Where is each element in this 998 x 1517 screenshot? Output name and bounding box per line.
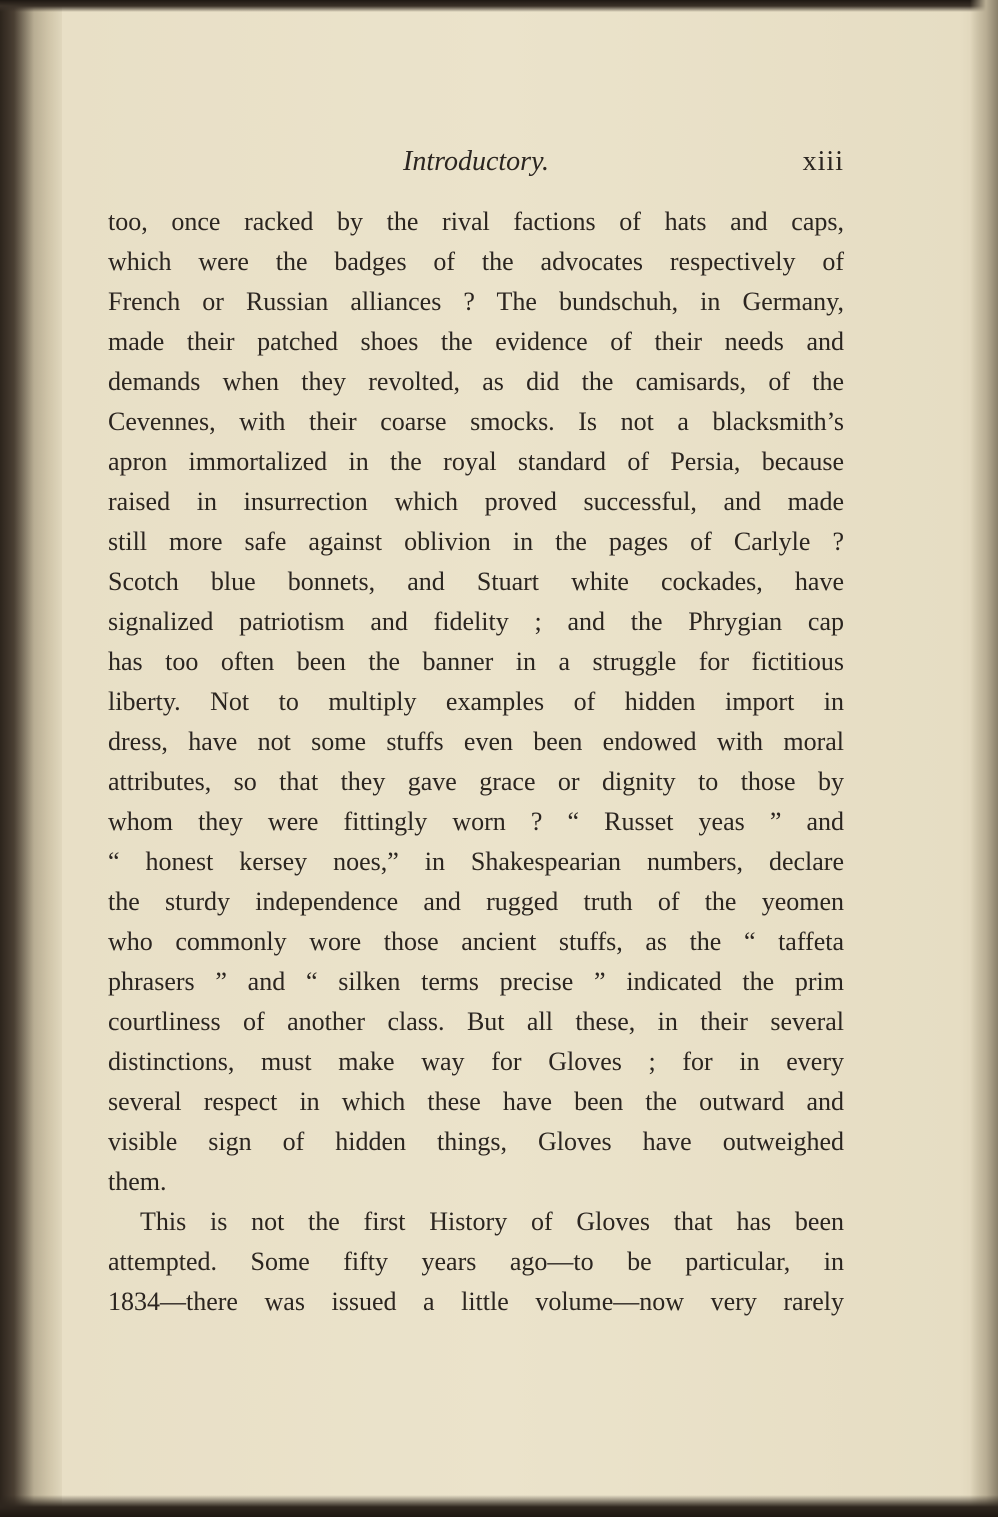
text-line: whom they were fittingly worn ? “ Russet yeas ” and [108, 807, 844, 836]
paragraph-first-line: This is not the first History of Gloves that has been [140, 1207, 844, 1236]
text-line: dress, have not some stuffs even been endowed with moral [108, 727, 844, 756]
text-line: courtliness of another class. But all these, in their several [108, 1007, 844, 1036]
text-line: who commonly wore those ancient stuffs, as the “ taffeta [108, 927, 844, 956]
page-binding-shadow [0, 0, 62, 1517]
text-line: demands when they revolted, as did the camisards, of the [108, 367, 844, 396]
text-line: still more safe against oblivion in the pages of Carlyle ? [108, 527, 844, 556]
page-top-edge [0, 0, 998, 12]
text-line: phrasers ” and “ silken terms precise ” indicated the prim [108, 967, 844, 996]
text-line: signalized patriotism and fidelity ; and the Phrygian cap [108, 607, 844, 636]
text-line: made their patched shoes the evidence of their needs and [108, 327, 844, 356]
paragraph-last-line: them. [108, 1167, 167, 1196]
text-line: Scotch blue bonnets, and Stuart white cockades, have [108, 567, 844, 596]
text-line: “ honest kersey noes,” in Shakespearian numbers, declare [108, 847, 844, 876]
text-line: attributes, so that they gave grace or dignity to those by [108, 767, 844, 796]
page-right-edge [970, 0, 998, 1517]
body-text [108, 202, 844, 1322]
text-line: several respect in which these have been the outward and [108, 1087, 844, 1116]
text-line: French or Russian alliances ? The bundschuh, in Germany, [108, 287, 844, 316]
page-number: xiii [802, 146, 844, 177]
text-line: liberty. Not to multiply examples of hidden import in [108, 687, 844, 716]
text-line: 1834—there was issued a little volume—now very rarely [108, 1287, 844, 1316]
text-line: attempted. Some fifty years ago—to be particular, in [108, 1247, 844, 1276]
text-line: which were the badges of the advocates respectively of [108, 247, 844, 276]
text-line: has too often been the banner in a struggle for fictitious [108, 647, 844, 676]
text-line: distinctions, must make way for Gloves ; for in every [108, 1047, 844, 1076]
text-line: the sturdy independence and rugged truth of the yeomen [108, 887, 844, 916]
text-line: visible sign of hidden things, Gloves have outweighed [108, 1127, 844, 1156]
text-line: too, once racked by the rival factions of hats and caps, [108, 207, 844, 236]
running-head [108, 146, 844, 186]
text-line: Cevennes, with their coarse smocks. Is not a blacksmith’s [108, 407, 844, 436]
page-bottom-edge [0, 1495, 998, 1517]
text-line: apron immortalized in the royal standard of Persia, because [108, 447, 844, 476]
text-line: raised in insurrection which proved successful, and made [108, 487, 844, 516]
running-title: Introductory. [403, 146, 549, 177]
